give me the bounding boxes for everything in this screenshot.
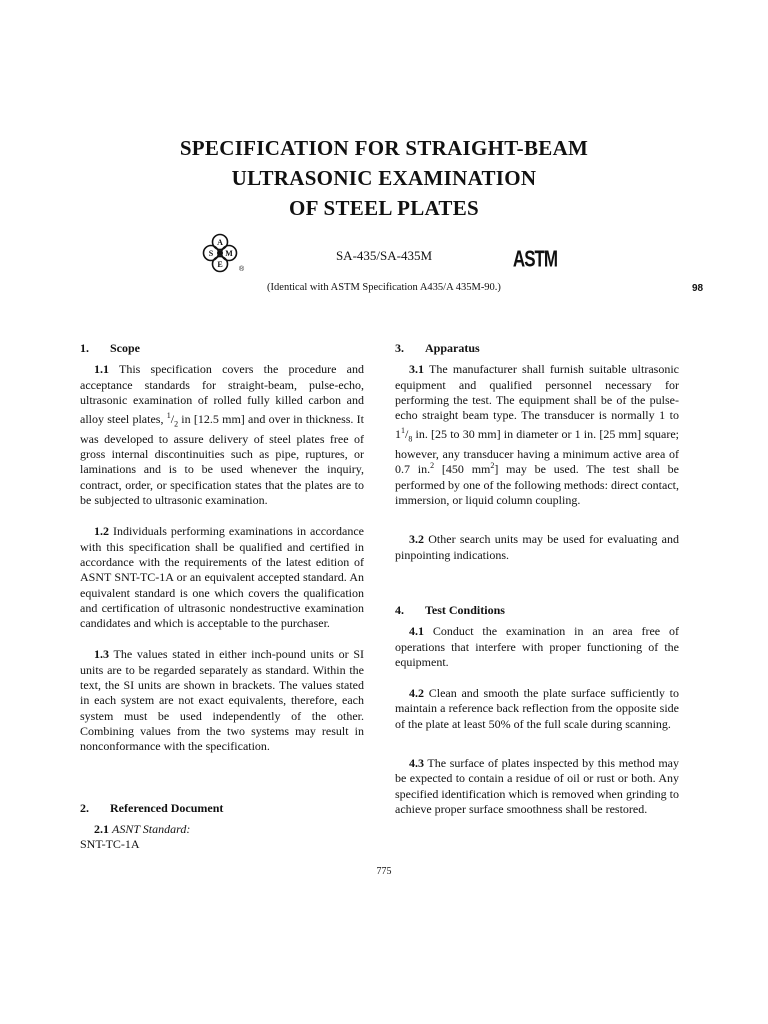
section-1-title: Scope (110, 341, 140, 355)
paragraph-1-2 (80, 524, 364, 631)
para-text: The surface of plates inspected by this method may be expected to contain a residue of oil or rust or both. Any specified identification which is removed when grinding to achieve proper surface smoothness shall be restored. (395, 756, 679, 816)
section-3-number: 3. (395, 341, 404, 355)
fraction-numerator: 1 (401, 426, 405, 436)
superscript: 2 (430, 461, 435, 471)
astm-logo-icon (512, 233, 558, 275)
section-3-title: Apparatus (425, 341, 480, 355)
asme-letter-m: M (225, 249, 233, 258)
astm-letters: ASTM (512, 247, 558, 273)
para-text: ] may be used. The test shall be performed by one of the following methods: direct contact, immersion, or liquid column coupling. (395, 462, 679, 508)
para-number: 3.1 (409, 362, 424, 377)
para-number: 4.1 (409, 624, 424, 639)
para-italic-text: ASNT Standard: (112, 821, 191, 836)
section-4-title: Test Conditions (425, 602, 505, 617)
paragraph-4-2 (395, 686, 679, 732)
fraction-denominator: 8 (408, 434, 413, 444)
paragraph-4-3 (395, 756, 679, 817)
registered-mark: ® (239, 266, 245, 273)
section-3-heading (395, 341, 679, 356)
para-number: 1.2 (94, 524, 109, 539)
para-number: 1.3 (94, 647, 109, 662)
para-text: The values stated in either inch-pound units or SI units are to be regarded separately as standard. Within the text, the SI units are shown in brackets. The values stated in each system are not exact equivalents, therefore, each system must be used independently of the other. Combining values from the two systems may result in nonconformance with the specification. (80, 647, 364, 754)
title-line-1: SPECIFICATION FOR STRAIGHT-BEAM (179, 136, 589, 160)
designation: SA-435/SA-435M (335, 248, 433, 263)
section-4-heading (395, 603, 679, 618)
para-number: 4.3 (409, 756, 424, 771)
para-number: 2.1 (94, 821, 109, 836)
fraction-denominator: 2 (174, 419, 179, 429)
superscript: 2 (490, 461, 495, 471)
right-column (395, 341, 679, 817)
fraction-half: $^1/_2$ (166, 411, 179, 429)
para-number: 4.2 (409, 686, 424, 701)
asme-letter-a: A (217, 238, 223, 247)
identical-note: (Identical with ASTM Specification A435/A 435M-90.) (267, 282, 501, 293)
section-1-number: 1. (80, 341, 89, 355)
paragraph-3-2 (395, 532, 679, 563)
para-text: Other search units may be used for evaluating and pinpointing indications. (395, 532, 679, 562)
referenced-item: SNT-TC-1A (80, 837, 140, 852)
edition-year: 98 (692, 283, 704, 294)
para-text: Individuals performing examinations in accordance with this specification shall be qualified and certified in accordance with the requirements of the latest edition of ASNT SNT-TC-1A or an equivalent accepted standard. An equivalent standard is one which covers the qualification and certification of ultrasonic nondestructive examination candidates and which is acceptable to the purchaser. (80, 524, 364, 631)
paragraph-4-1 (395, 624, 679, 670)
para-text: Clean and smooth the plate surface sufficiently to maintain a reference back reflection from the opposite side of the plate at least 50% of the full scale during scanning. (395, 686, 679, 731)
fraction-eighth: $^1/_8$ (401, 426, 413, 444)
fraction-numerator: 1 (166, 411, 171, 421)
para-text: in. [25 to 30 mm] in diameter or 1 in. [25 mm] square; however, any transducer having a minimum active area of 0.7 in. (395, 427, 679, 477)
section-1-heading (80, 341, 364, 356)
para-number: 3.2 (409, 532, 424, 547)
para-text: The manufacturer shall furnish suitable ultrasonic equipment and qualified personnel necessary for performing the test. The equipment shall be of the pulse-echo straight beam type. The transducer is normally 1 to 1 (395, 362, 679, 442)
paragraph-2-1 (80, 822, 364, 837)
section-4-number: 4. (395, 602, 404, 617)
paragraph-1-1 (80, 362, 364, 508)
title-line-2: ULTRASONIC EXAMINATION (231, 166, 537, 190)
asme-letter-s: S (208, 249, 214, 258)
left-column (80, 341, 364, 852)
document-title (0, 133, 768, 223)
paragraph-1-3 (80, 647, 364, 754)
para-text: This specification covers the procedure and acceptance standards for straight-beam, pulse-echo, ultrasonic examination of rolled fully killed carbon and alloy steel plates, (80, 362, 364, 427)
asme-letter-e: E (217, 260, 223, 269)
para-text: Conduct the examination in an area free of operations that interfere with proper functioning of the equipment. (395, 624, 679, 669)
title-line-3: OF STEEL PLATES (288, 196, 480, 220)
para-number: 1.1 (94, 362, 109, 377)
section-2-heading (80, 801, 364, 816)
section-2-number: 2. (80, 800, 89, 815)
page-number: 775 (376, 866, 392, 877)
section-2-title: Referenced Document (110, 800, 224, 815)
para-text: in [12.5 mm] and over in thickness. It was developed to assure delivery of steel plates free of gross internal discontinuities such as pipe, ruptures, or laminations and is to be used whenever the inquiry, contract, order, or specification states that the plates are to be subjected to ultrasonic examination. (80, 412, 364, 508)
para-text: [450 mm (434, 462, 491, 477)
paragraph-3-1 (395, 362, 679, 508)
